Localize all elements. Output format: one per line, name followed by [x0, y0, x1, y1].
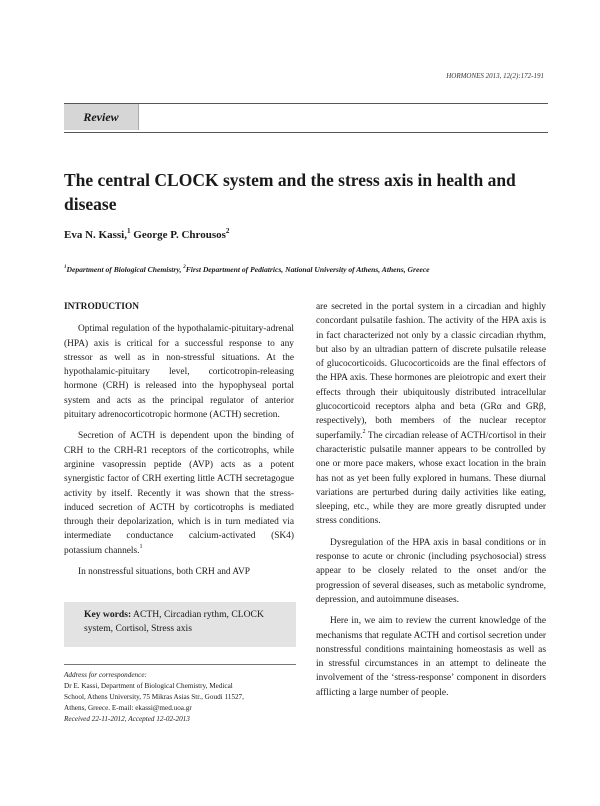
affiliation-mark: 1: [64, 264, 67, 270]
affiliation-text: First Department of Pediatrics, National University of Athens, Athens, Greece: [185, 265, 430, 274]
affiliations: [64, 265, 548, 274]
correspondence-line: School, Athens University, 75 Mikras Asias Str., Goudi 11527,: [64, 693, 244, 701]
section-label: Review: [64, 104, 139, 130]
author-list: [64, 226, 230, 241]
keywords-text: ACTH, Circadian rythm, CLOCK system, Cortisol, Stress axis: [84, 609, 264, 634]
right-column: [316, 300, 546, 707]
article-title: The central CLOCK system and the stress axis in health and disease: [64, 170, 516, 214]
section-heading: INTRODUCTION: [64, 302, 140, 312]
correspondence-line: Athens, Greece. E-mail: ekassi@med.uoa.gr: [64, 704, 192, 712]
paragraph-text: are secreted in the portal system in a circadian and highly concordant pulsatile fashion. The activity of the HPA axis is in fact characterized not only by a classic circadian rhythm, but also by an ultradian pattern of discrete pulsatile release of glucocorticoids. Glucocorticoids are the final effectors of the HPA axis. These hormones are pleiotropic and exert their effects through their ubiquitously distributed intracellular glucocorticoid receptors alpha and beta (GRα and GRβ, respectively), both members of the nuclear receptor superfamily.: [316, 302, 546, 441]
correspondence-line: Dr E. Kassi, Department of Biological Chemistry, Medical: [64, 682, 233, 690]
reference-mark: 2: [362, 428, 366, 435]
section-bar: [64, 103, 548, 133]
body-paragraph: Optimal regulation of the hypothalamic-pituitary-adrenal (HPA) axis is critical for a successful response to any stressor as well as in non-stressful situations. At the hypothalamic-pituitary level, corticotropin-releasing hormone (CRH) is released into the hypophyseal portal system and acts as the principal regulator of anterior pituitary adrenocorticotropic hormone (ACTH) secretion.: [64, 324, 294, 421]
body-paragraph: Here in, we aim to review the current knowledge of the mechanisms that regulate ACTH and cortisol secretion under nonstressful conditions maintaining homeostasis as well as in stressful circumstances in an attempt to delineate the involvement of the ‘stress-response’ component in disorders afflicting a large number of people.: [316, 616, 546, 698]
correspondence-label: Address for correspondence:: [64, 671, 147, 679]
body-paragraph: [64, 429, 294, 558]
affiliation-mark: 2: [183, 264, 186, 270]
journal-citation: HORMONES 2013, 12(2):172-191: [446, 72, 544, 80]
correspondence-block: [64, 664, 296, 725]
affiliation-text: Department of Biological Chemistry,: [66, 265, 184, 274]
author-name: Eva N. Kassi,: [64, 229, 127, 241]
body-paragraph: [316, 300, 546, 529]
left-column: [64, 300, 294, 586]
paragraph-text: The circadian release of ACTH/cortisol in their characteristic pulsatile manner appears to be controlled by one or more pace makers, whose exact location in the brain has not as yet been fully explored in humans. These diurnal variations are perturbed during daily activities like eating, sleeping, etc., while they are more greatly disrupted under stress conditions.: [316, 430, 546, 527]
keywords-label: Key words:: [84, 609, 132, 620]
reference-mark: 1: [139, 544, 143, 551]
paragraph-text: Secretion of ACTH is dependent upon the binding of CRH to the CRH-R1 receptors of the corticotrophs, while arginine vasopressin peptide (AVP) acts as a potent synergistic factor of CRH exerting little ACTH secretagogue activity by itself. Recently it was shown that the stress-induced secretion of ACTH by corticotrophs is mediated through their depolarization, which is in turn mediated via intermediate conductance calcium-activated (SK4) potassium channels.: [64, 431, 294, 556]
keywords-box: [64, 602, 296, 647]
author-affiliation-mark: 2: [225, 226, 230, 235]
author-affiliation-mark: 1: [126, 226, 131, 235]
author-name: George P. Chrousos: [133, 229, 226, 241]
received-dates: Received 22-11-2012, Accepted 12-02-2013: [64, 715, 190, 723]
body-paragraph: Dysregulation of the HPA axis in basal conditions or in response to acute or chronic (including psychosocial) stress appear to be closely related to the onset and/or the progression of several diseases, such as metabolic syndrome, depression, and autoimmune diseases.: [316, 537, 546, 605]
body-paragraph: In nonstressful situations, both CRH and AVP: [78, 567, 250, 578]
